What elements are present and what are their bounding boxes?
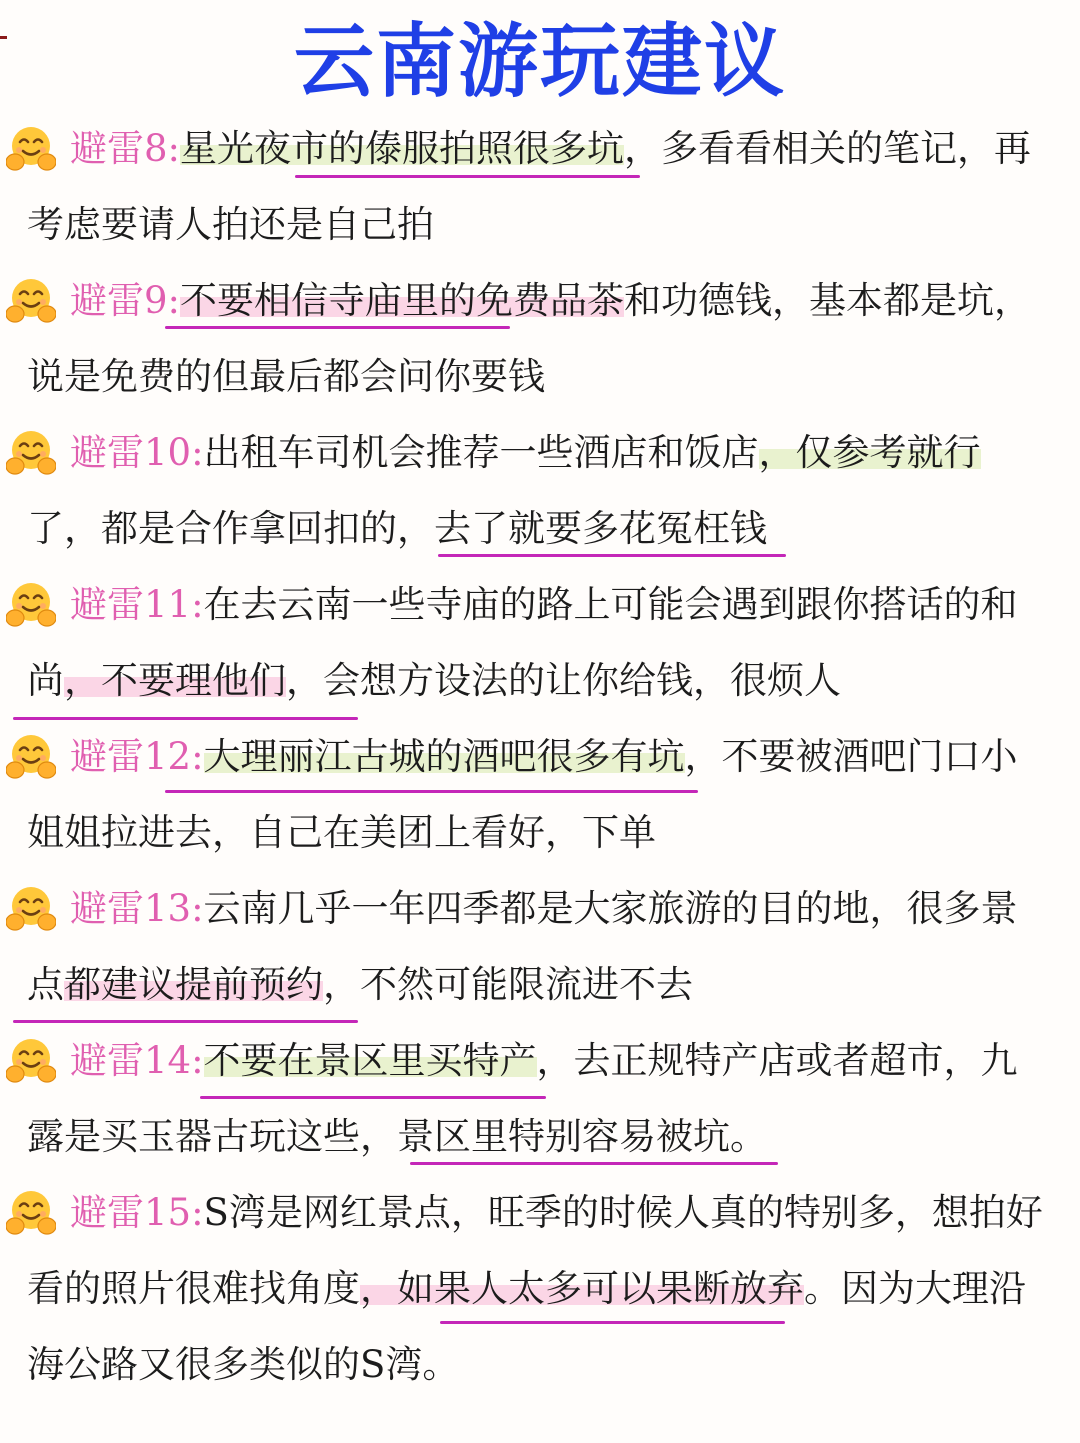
tip-item-11 xyxy=(0,567,1080,643)
tip-label: 避雷13: xyxy=(70,887,204,930)
tip-text: 姐姐拉进去，自己在美团上看好，下单 xyxy=(27,811,656,854)
tip-item-14 xyxy=(0,1023,1080,1099)
tip-item-15-cont xyxy=(0,1251,1080,1327)
tip-item-10-cont xyxy=(0,491,1080,567)
tip-text: ，不然可能限流进不去 xyxy=(323,963,693,1006)
tip-label: 避雷14: xyxy=(70,1039,204,1082)
tip-label: 避雷9: xyxy=(70,279,181,322)
tip-label: 避雷12: xyxy=(70,735,204,778)
tip-text-underlined: ，景区里特别容易被坑 xyxy=(360,1115,730,1158)
hugging-face-icon xyxy=(6,732,56,782)
hugging-face-icon xyxy=(6,1188,56,1238)
tip-text: 露是买玉器古玩这些 xyxy=(27,1115,360,1158)
tip-text: 说是免费的但最后都会问你要钱 xyxy=(27,355,545,398)
tip-label: 避雷10: xyxy=(70,431,204,474)
tip-text: 点 xyxy=(27,963,64,1006)
tip-highlight: ，仅参考就行 xyxy=(758,431,981,474)
tip-item-12-cont xyxy=(0,795,1080,871)
tip-text: 了，都是合作拿回扣的 xyxy=(27,507,397,550)
hugging-face-icon xyxy=(6,1036,56,1086)
tip-item-9 xyxy=(0,263,1080,339)
underline xyxy=(295,175,640,178)
tip-label: 避雷15: xyxy=(70,1191,204,1234)
tip-text: ，不要被酒吧门口小 xyxy=(684,735,1018,778)
underline xyxy=(440,1321,785,1324)
tip-text: 考虑要请人拍还是自己拍 xyxy=(27,203,434,246)
tip-text: ，多看看相关的笔记，再 xyxy=(624,127,1032,170)
hugging-face-icon xyxy=(6,428,56,478)
tip-text: 在去云南一些寺庙的路上可能会遇到跟你搭话的和 xyxy=(203,583,1018,626)
tip-highlight: 星光夜市的傣服拍照很多坑 xyxy=(180,127,625,170)
tip-text: 出租车司机会推荐一些酒店和饭店 xyxy=(203,431,759,474)
tip-text: 尚 xyxy=(27,659,64,702)
underline xyxy=(165,326,510,329)
tip-item-13 xyxy=(0,871,1080,947)
tip-highlight: 不要在景区里买特产 xyxy=(203,1039,537,1082)
tip-item-15 xyxy=(0,1175,1080,1251)
underline xyxy=(438,554,786,557)
tip-item-8 xyxy=(0,111,1080,187)
tip-text: S湾是网红景点，旺季的时候人真的特别多，想拍好 xyxy=(203,1191,1043,1234)
tip-item-12 xyxy=(0,719,1080,795)
tip-text: 看的照片很难找角度 xyxy=(27,1267,360,1310)
hugging-face-icon xyxy=(6,276,56,326)
tip-text-underlined: ，去了就要多花冤枉钱 xyxy=(397,507,767,550)
underline xyxy=(410,1162,778,1165)
tip-highlight: ，如果人太多可以果断放弃 xyxy=(360,1267,804,1310)
tip-label: 避雷11: xyxy=(70,583,204,626)
tip-text: 海公路又很多类似的S湾。 xyxy=(27,1343,460,1386)
tip-text: 和功德钱，基本都是坑， xyxy=(624,279,1032,322)
tip-highlight: ，不要理他们 xyxy=(64,659,286,702)
tip-text: 。 xyxy=(730,1115,767,1158)
tip-item-9-cont xyxy=(0,339,1080,415)
underline xyxy=(165,790,698,793)
hugging-face-icon xyxy=(6,580,56,630)
tip-text: 云南几乎一年四季都是大家旅游的目的地，很多景 xyxy=(203,887,1018,930)
tip-text: ，去正规特产店或者超市，九 xyxy=(536,1039,1018,1082)
tip-item-15-cont2 xyxy=(0,1327,1080,1403)
tip-item-13-cont xyxy=(0,947,1080,1023)
tip-item-11-cont xyxy=(0,643,1080,719)
hugging-face-icon xyxy=(6,884,56,934)
tip-highlight: 都建议提前预约 xyxy=(64,963,323,1006)
tip-item-10 xyxy=(0,415,1080,491)
tip-text: 。因为大理沿 xyxy=(804,1267,1026,1310)
page-title: 云南游玩建议 xyxy=(294,15,786,108)
tip-highlight: 大理丽江古城的酒吧很多有坑 xyxy=(203,735,685,778)
hugging-face-icon xyxy=(6,124,56,174)
tip-label: 避雷8: xyxy=(70,127,181,170)
tip-text: ，会想方设法的让你给钱，很烦人 xyxy=(286,659,841,702)
tip-item-14-cont xyxy=(0,1099,1080,1175)
tip-item-8-cont xyxy=(0,187,1080,263)
tip-highlight: 不要相信寺庙里的免费品茶 xyxy=(180,279,625,322)
